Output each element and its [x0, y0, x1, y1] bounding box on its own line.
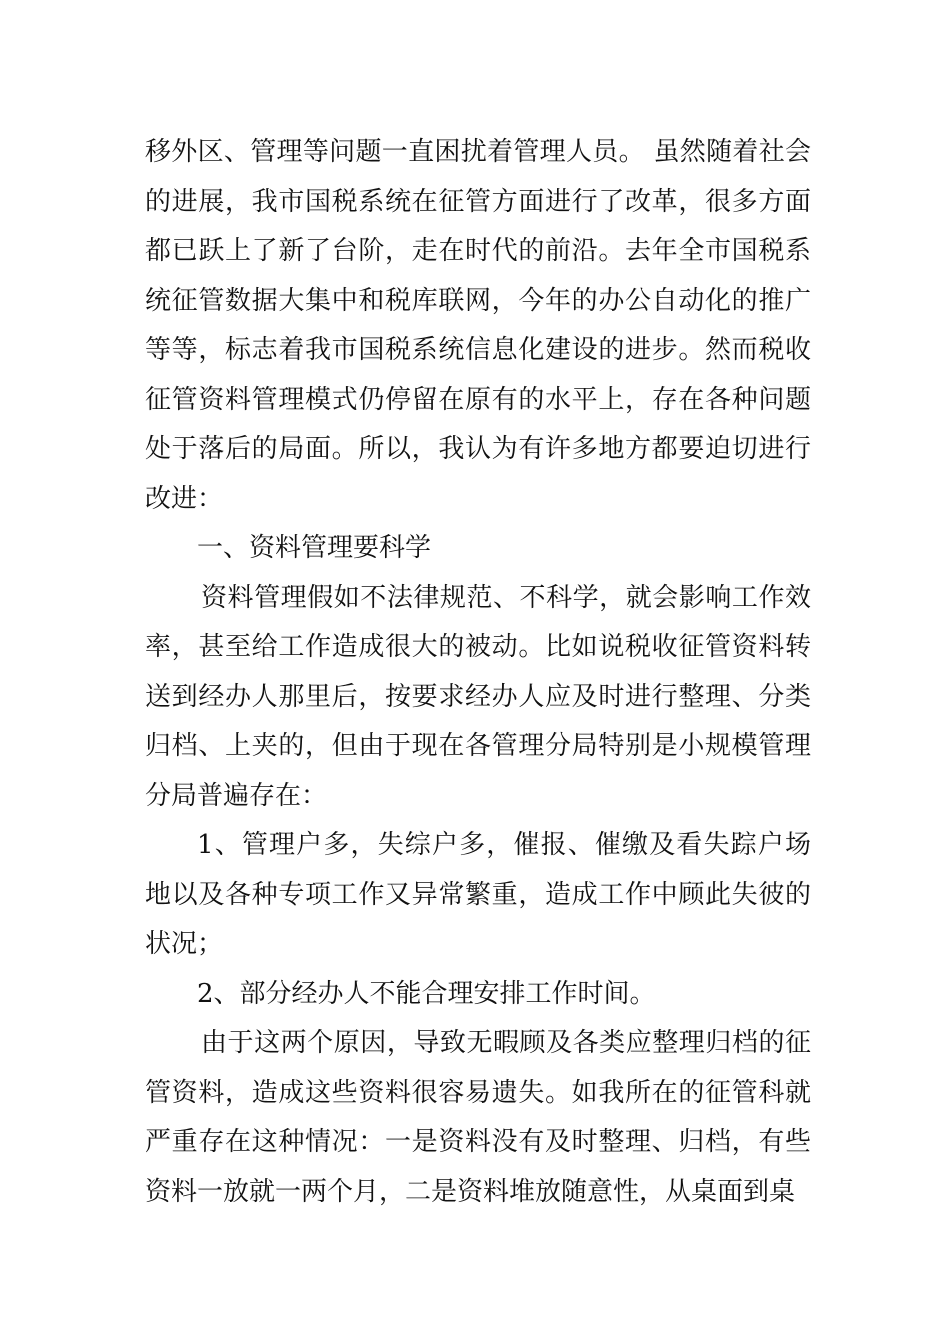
paragraph-intro: 移外区、管理等问题一直困扰着管理人员。 虽然随着社会的进展，我市国税系统在征管方面进行了改革，很多方面都已跃上了新了台阶，走在时代的前沿。去年全市国税系统征管数据大集中和税库联网，今年的办公自动化的推广等等，标志着我市国税系统信息化建设的进步。然而税收征管资料管理模式仍停留在原有的水平上，存在各种问题处于落后的局面。所以，我认为有许多地方都要迫切进行改进：: [145, 137, 811, 514]
paragraph-reasons: 由于这两个原因，导致无暇顾及各类应整理归档的征管资料，造成这些资料很容易遗失。如我所在的征管科就严重存在这种情况：一是资料没有及时整理、归档，有些资料一放就一两个月，二是资料堆放随意性，从桌面到桌: [145, 1028, 811, 1207]
document-body: [145, 128, 811, 1217]
list-item-1: 1、管理户多，失综户多，催报、催缴及看失踪户场地以及各种专项工作又异常繁重，造成工作中顾此失彼的状况；: [145, 830, 811, 959]
list-item-2: 2、部分经办人不能合理安排工作时间。: [197, 978, 656, 1009]
paragraph-management: 资料管理假如不法律规范、不科学，就会影响工作效率，甚至给工作造成很大的被动。比如说税收征管资料转送到经办人那里后，按要求经办人应及时进行整理、分类归档、上夹的，但由于现在各管理分局特别是小规模管理分局普遍存在：: [145, 582, 811, 811]
section-heading: 一、资料管理要科学: [197, 533, 432, 563]
